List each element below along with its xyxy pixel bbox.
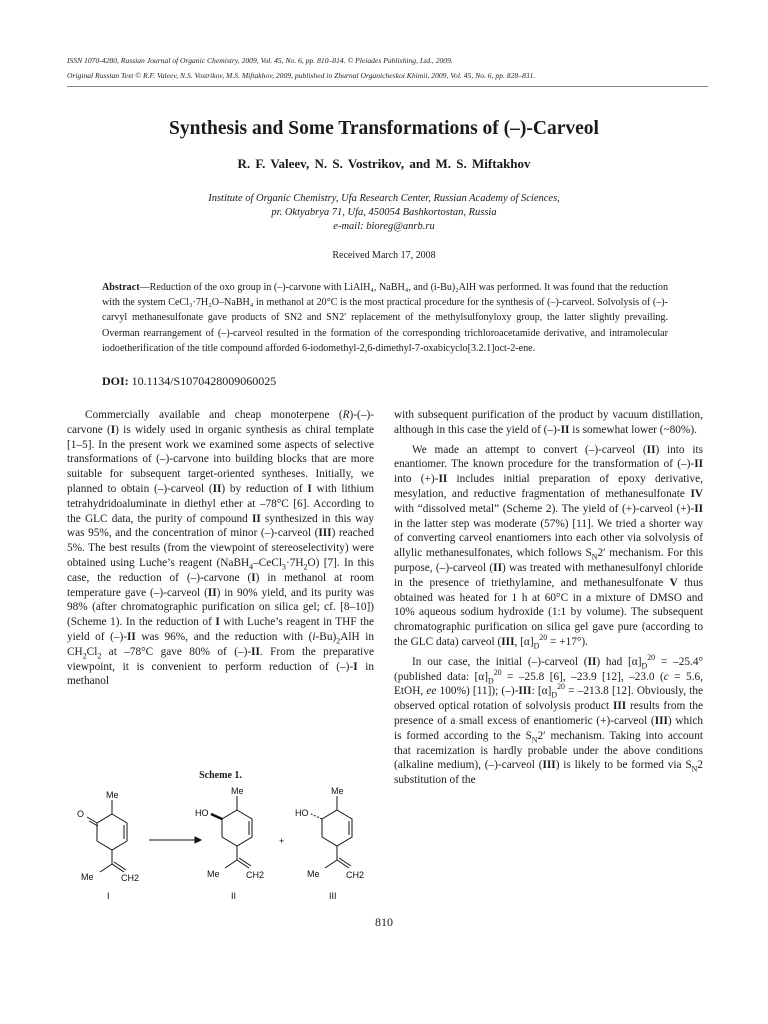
header-rule	[67, 86, 708, 87]
doi	[102, 374, 276, 389]
ho-label: HO	[295, 808, 309, 818]
ch2-label: CH2	[246, 870, 265, 880]
compound-label-III: III	[329, 891, 337, 901]
me-label: Me	[331, 786, 344, 796]
paragraph: In our case, the initial (–)-carveol (II) had $[\alpha]_D^{20} = -25.4^\circ$ (published data: $[\alpha]_D^{20} = -25.8$ [6], –23.9 [12], –23.0 (c = 5.6, EtOH, ee 100%) [11]); (–)-III: $[\alpha]_D^{20} = -213.8$ [12]. Obviously, the observed optical rotation of solvolysis product III results from the presence of a small excess of enantiomeric (+)-carveol (III) which is formed according to the $S_N2'$ mechanism. Taking into account that racemization is hardly probable under the above conditions (alkaline medium), (–)-carveol (III) is likely to be formed via $S_N2$ substitution of the	[394, 652, 704, 787]
ho-label: HO	[195, 808, 209, 818]
abstract-label: Abstract	[102, 282, 140, 293]
ch2-label: CH2	[121, 873, 140, 883]
ch2-label: CH2	[346, 870, 365, 880]
received-date: Received March 17, 2008	[332, 250, 436, 261]
plus-sign: +	[279, 836, 285, 846]
me-label: Me	[207, 869, 220, 879]
paragraph: We made an attempt to convert (–)-carveol (II) into its enantiomer. The known procedure for the transformation of (–)-II into (+)-II includes initial preparation of epoxy derivative, mesylation, and reductive fragmentation of methanesulfonate IV with “dissolved metal” (Scheme 2). The yield of (+)-carveol (+)-II in the latter step was moderate (57%) [11]. We tried a shorter way of converting carveol enantiomers into each other via solvolysis of allylic methanesulfonates, which follows $S_N2'$ mechanism. For this purpose, (–)-carveol (II) was treated with methanesulfonyl chloride in the presence of triethylamine, and methanesulfonate V thus obtained was heated for 1 h at 60°C in a mixture of DMSO and 10% aqueous sodium hydroxide (1:1 by volume). The subsequent chromatographic purification on silica gel gave pure (according to the GLC data) carveol (III, $[\alpha]_D^{20} = +17^\circ$).	[394, 443, 703, 651]
abstract-text: —Reduction of the oxo group in (–)-carvone with LiAlH₄, NaBH₄, and (i-Bu)₂AlH was performed. It was found that the reduction with the system CeCl₃·7H₂O–NaBH₄ in methanol at 20°C is the most practical procedure for the synthesis of (–)-carveol. Solvolysis of (–)-carvyl methanesulfonate gave products of SN2 and SN2′ replacement of the methylsulfonyloxy group, the latter slightly prevailing. Overman rearrangement of (–)-carveol resulted in the formation of the corresponding trichloroacetamide derivative, and intramolecular iodoetherification of the title compound afforded 6-iodomethyl-2,6-dimethyl-7-oxabicyclo[3.2.1]oct-2-ene.	[102, 282, 668, 354]
compound-label-II: II	[231, 891, 237, 901]
paragraph: with subsequent purification of the product by vacuum distillation, although in this case the yield of (–)-II is somewhat lower (~80%).	[394, 409, 703, 436]
me-label: Me	[231, 786, 244, 796]
me-label: Me	[307, 869, 320, 879]
body-column-right	[394, 408, 703, 793]
scheme-title: Scheme 1.	[199, 770, 242, 781]
affiliation-line-2: pr. Oktyabrya 71, Ufa, 450054 Bashkortostan, Russia	[271, 207, 497, 218]
affiliation-line-1: Institute of Organic Chemistry, Ufa Research Center, Russian Academy of Sciences,	[208, 193, 560, 204]
compound-label-I: I	[107, 891, 110, 901]
paragraph: Commercially available and cheap monoterpene (R)-(–)-carvone (I) is widely used in organic synthesis as chiral template [1–5]. In the present work we examined some aspects of selective transformations of (–)-carvone into building blocks that are more suitable for subsequent target-oriented syntheses. Initially, we planned to obtain (–)-carveol (II) by reduction of I with lithium tetrahydridoaluminate in diethyl ether at –78°C [6]. According to the GLC data, the purity of compound II synthesized in this way was 95%, and the concentration of minor (–)-carveol (III) reached 5%. The best results (from the viewpoint of stereoselectivity) were obtained using Luche’s reagent $(NaBH_4-CeCl_3\cdot 7H_2O)$ [7]. In this case, the reduction of (–)-carvone (I) in methanol at room temperature gave (–)-carveol (II) in 90% yield, and its purity was 98% (after chromatographic purification on silica gel; cf. [8–10]) (Scheme 1). In the reduction of I with Luche’s reagent in THF the yield of (–)-II was 96%, and the reduction with $(i-Bu)_2AlH$ in $CH_2Cl_2$ at –78°C gave 80% of (–)-II. From the preparative viewpoint, it is convenient to perform reduction of (–)-I in methanol	[67, 409, 374, 688]
doi-value[interactable]: 10.1134/S1070428009060025	[131, 374, 277, 388]
journal-header-line-2: Original Russian Text © R.F. Valeev, N.S. Vostrikov, M.S. Miftakhov, 2009, published in Zhurnal Organicheskoi Khimii, 2009, Vol. 45, No. 6, pp. 828–831.	[67, 71, 536, 80]
affiliation-email: e-mail: bioreg@anrb.ru	[333, 221, 435, 232]
abstract	[102, 280, 668, 356]
molecule-carveol-II	[195, 786, 264, 901]
doi-label: DOI:	[102, 374, 129, 388]
page-number: 810	[375, 915, 393, 929]
oxo-label: O	[77, 809, 85, 819]
journal-header-line-1: ISSN 1070-4280, Russian Journal of Organic Chemistry, 2009, Vol. 45, No. 6, pp. 810–814. © Pleiades Publishing, Ltd., 2009.	[67, 56, 453, 65]
article-title: Synthesis and Some Transformations of (–)-Carveol	[169, 118, 599, 139]
scheme-1-diagram	[67, 784, 374, 908]
body-column-left	[67, 408, 374, 694]
molecule-carveol-III	[295, 786, 364, 901]
authors: R. F. Valeev, N. S. Vostrikov, and M. S. Miftakhov	[237, 156, 531, 171]
reaction-arrow	[149, 837, 201, 843]
molecule-carvone	[77, 790, 139, 901]
me-label: Me	[106, 790, 119, 800]
me-label: Me	[81, 872, 94, 882]
